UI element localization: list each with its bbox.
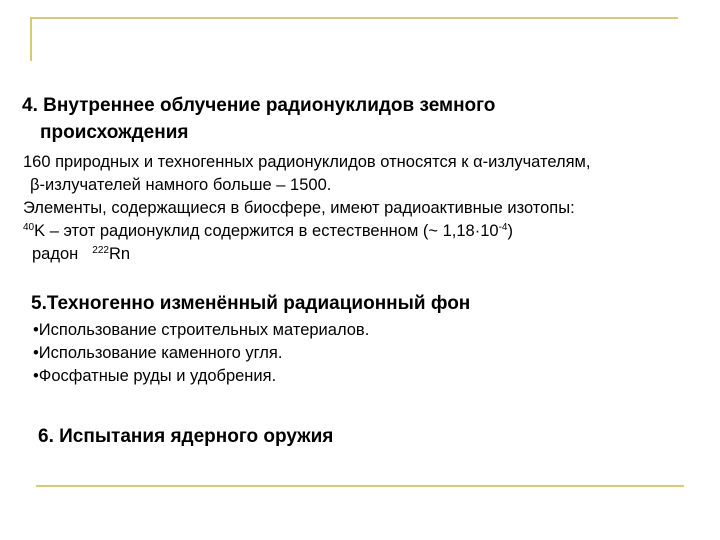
section4-heading-line1: 4. Внутреннее облучение радионуклидов земного bbox=[22, 95, 496, 116]
section4-text-line2: β-излучателей намного больше – 1500. bbox=[30, 176, 332, 194]
k-mass-number: 40 bbox=[23, 222, 35, 233]
section5-bullet-1: •Использование строительных материалов. bbox=[33, 321, 370, 339]
radon-line bbox=[32, 244, 130, 265]
section5-bullet-3: •Фосфатные руды и удобрения. bbox=[33, 367, 277, 385]
potassium-close: ) bbox=[507, 222, 513, 240]
potassium-text: K – этот радионуклид содержится в естественном (~ 1,18·10 bbox=[34, 222, 499, 240]
section4-text-line1: 160 природных и техногенных радионуклидов относятся к α-излучателям, bbox=[23, 153, 591, 171]
section5-heading: 5.Техногенно изменённый радиационный фон bbox=[31, 293, 471, 314]
bottom-decor-line bbox=[36, 485, 684, 487]
section4-text-line3: Элементы, содержащиеся в биосфере, имеют радиоактивные изотопы: bbox=[23, 199, 575, 217]
section6-heading: 6. Испытания ядерного оружия bbox=[38, 426, 334, 447]
left-decor-line bbox=[30, 17, 32, 61]
section4-heading-line2: происхождения bbox=[40, 122, 189, 143]
radon-label: радон bbox=[32, 245, 79, 263]
rn-symbol: Rn bbox=[108, 245, 131, 263]
rn-mass-number: 222 bbox=[92, 245, 109, 256]
top-decor-line bbox=[30, 17, 678, 19]
potassium-line bbox=[23, 221, 513, 242]
k-exponent: -4 bbox=[498, 222, 508, 233]
section5-bullet-2: •Использование каменного угля. bbox=[33, 344, 283, 362]
